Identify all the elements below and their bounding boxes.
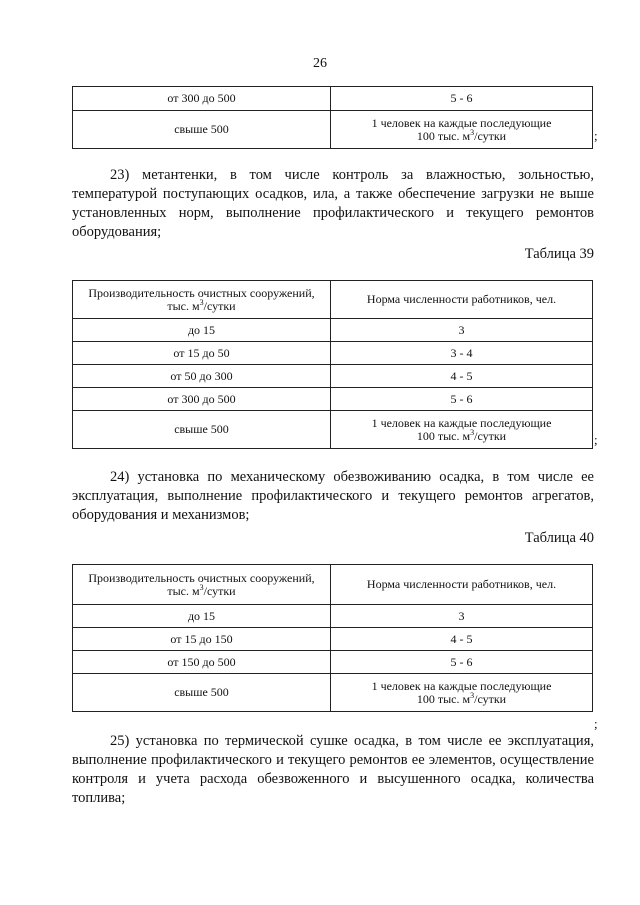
norm-cell: 3 xyxy=(331,605,593,628)
norm-line xyxy=(337,690,586,706)
table-row xyxy=(73,628,593,651)
header-unit: тыс. м xyxy=(167,298,200,313)
table-row xyxy=(73,111,593,149)
header-line: Производительность очистных сооружений, xyxy=(88,570,315,585)
capacity-cell: от 150 до 500 xyxy=(73,651,331,674)
table-continuation xyxy=(72,86,593,149)
norm-cell xyxy=(331,411,593,449)
header-line xyxy=(79,297,324,313)
capacity-cell: свыше 500 xyxy=(73,411,331,449)
capacity-cell: свыше 500 xyxy=(73,111,331,149)
norm-unit: 100 тыс. м xyxy=(416,691,471,706)
norm-unit-tail: /сутки xyxy=(474,428,507,443)
paragraph-24 xyxy=(72,468,594,525)
capacity-cell: от 15 до 150 xyxy=(73,628,331,651)
norm-line: 1 человек на каждые последующие xyxy=(371,415,552,430)
norm-cell: 5 - 6 xyxy=(331,87,593,111)
paragraph-text: 25) установка по термической сушке осадка, в том числе ее эксплуатация, выполнение профилактического и текущего ремонтов ее элементов, осуществление контроля и учета расхода обезвоженного и высушенного осадка, количества топлива; xyxy=(72,733,594,806)
header-capacity xyxy=(73,565,331,605)
paragraph-text: 23) метантенки, в том числе контроль за влажностью, зольностью, температурой поступающих осадков, ила, а также обеспечение загрузки не выше установленных норм, выполнение профилактического и текущего ремонтов оборудования; xyxy=(72,167,594,240)
header-norm: Норма численности работников, чел. xyxy=(331,565,593,605)
unit-superscript: 3 xyxy=(470,690,475,700)
norm-unit: 100 тыс. м xyxy=(416,428,471,443)
norm-unit-tail: /сутки xyxy=(474,691,507,706)
unit-superscript: 3 xyxy=(470,427,475,437)
header-unit-tail: /сутки xyxy=(203,583,236,598)
paragraph-23 xyxy=(72,166,594,242)
header-line xyxy=(79,582,324,598)
header-capacity xyxy=(73,281,331,319)
table-40-caption: Таблица 40 xyxy=(524,530,594,546)
norm-cell: 4 - 5 xyxy=(331,628,593,651)
page-number: 26 xyxy=(313,56,327,71)
end-mark: ; xyxy=(594,432,598,447)
paragraph-25 xyxy=(72,732,594,808)
unit-superscript: 3 xyxy=(199,297,204,307)
table-row xyxy=(73,605,593,628)
table-row xyxy=(73,388,593,411)
table-row xyxy=(73,319,593,342)
norm-line xyxy=(337,427,586,443)
table-row xyxy=(73,651,593,674)
capacity-cell: от 15 до 50 xyxy=(73,342,331,365)
paragraph-text: 24) установка по механическому обезвоживанию осадка, в том числе ее эксплуатация, выполнение профилактического и текущего ремонтов агрегатов, оборудования и механизмов; xyxy=(72,469,594,523)
unit-superscript: 3 xyxy=(199,582,204,592)
table-row xyxy=(73,674,593,712)
norm-cell: 3 xyxy=(331,319,593,342)
table-39-caption: Таблица 39 xyxy=(524,246,594,262)
norm-unit-tail: /сутки xyxy=(474,128,507,143)
end-mark: ; xyxy=(594,716,598,731)
norm-line xyxy=(337,127,586,143)
header-norm: Норма численности работников, чел. xyxy=(331,281,593,319)
table-row xyxy=(73,411,593,449)
norm-cell: 3 - 4 xyxy=(331,342,593,365)
capacity-cell: от 300 до 500 xyxy=(73,87,331,111)
header-unit: тыс. м xyxy=(167,583,200,598)
capacity-cell: от 300 до 500 xyxy=(73,388,331,411)
header-line: Производительность очистных сооружений, xyxy=(88,285,315,300)
table-39 xyxy=(72,280,593,449)
norm-cell: 5 - 6 xyxy=(331,651,593,674)
capacity-cell: свыше 500 xyxy=(73,674,331,712)
capacity-cell: до 15 xyxy=(73,605,331,628)
header-unit-tail: /сутки xyxy=(203,298,236,313)
table-header-row xyxy=(73,281,593,319)
norm-cell: 5 - 6 xyxy=(331,388,593,411)
norm-cell: 4 - 5 xyxy=(331,365,593,388)
table-header-row xyxy=(73,565,593,605)
table-row xyxy=(73,87,593,111)
table-row xyxy=(73,342,593,365)
table-40 xyxy=(72,564,593,712)
norm-cell xyxy=(331,674,593,712)
capacity-cell: от 50 до 300 xyxy=(73,365,331,388)
table-row xyxy=(73,365,593,388)
unit-superscript: 3 xyxy=(470,127,475,137)
norm-line: 1 человек на каждые последующие xyxy=(371,678,552,693)
capacity-cell: до 15 xyxy=(73,319,331,342)
norm-unit: 100 тыс. м xyxy=(416,128,471,143)
norm-line: 1 человек на каждые последующие xyxy=(371,115,552,130)
norm-cell xyxy=(331,111,593,149)
end-mark: ; xyxy=(594,128,598,143)
